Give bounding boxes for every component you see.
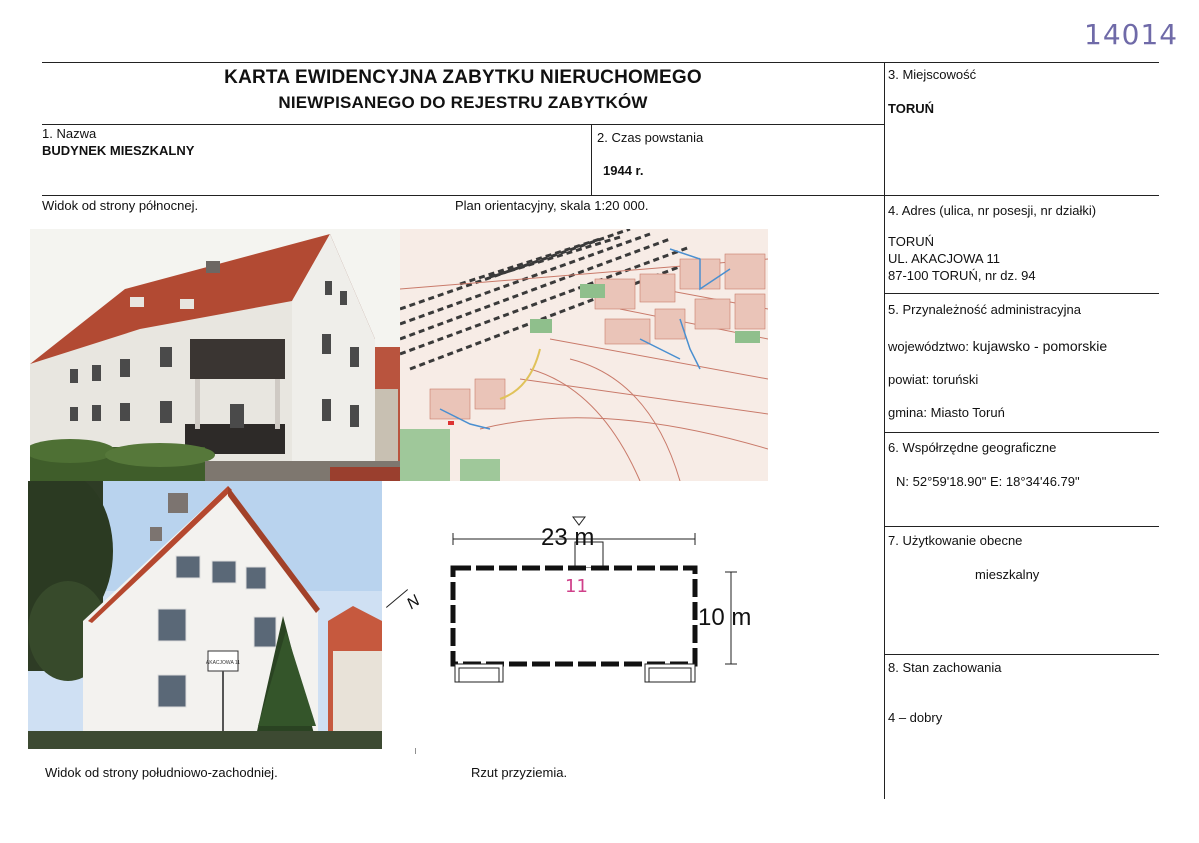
orientation-map [400, 229, 768, 481]
photo-southwest-view [28, 481, 382, 749]
construction-time-value: 1944 r. [603, 163, 644, 178]
north-arrow-label: N [403, 592, 424, 613]
street-sign-text: AKACJOWA 11 [205, 660, 241, 666]
caption-orientation-plan: Plan orientacyjny, skala 1:20 000. [455, 198, 649, 213]
coordinates-label: 6. Współrzędne geograficzne [888, 440, 1057, 455]
divider-6-7 [884, 526, 1159, 527]
address-line2: UL. AKACJOWA 11 [888, 251, 1000, 266]
title-bottom-border [42, 124, 884, 125]
plan-width-label: 23 m [541, 524, 595, 551]
address-line1: TORUŃ [888, 234, 934, 249]
top-border [42, 62, 1159, 63]
locality-label: 3. Miejscowość [888, 67, 977, 82]
name-time-divider [591, 124, 592, 195]
name-value: BUDYNEK MIESZKALNY [42, 143, 195, 158]
handwritten-number: 14014 [1084, 18, 1179, 51]
caption-ground-floor-plan: Rzut przyziemia. [471, 765, 568, 780]
voivodeship-value: kujawsko - pomorskie [972, 338, 1108, 354]
divider-5-6 [884, 432, 1159, 433]
name-row-bottom-border [42, 195, 1159, 196]
construction-time-label: 2. Czas powstania [597, 130, 704, 145]
condition-label: 8. Stan zachowania [888, 660, 1002, 675]
plan-building-number: 11 [565, 576, 588, 597]
right-column-border [884, 62, 885, 799]
divider-4-5 [884, 293, 1159, 294]
card-title-line1: KARTA EWIDENCYJNA ZABYTKU NIERUCHOMEGO [224, 67, 702, 88]
divider-7-8 [884, 654, 1159, 655]
address-line3: 87-100 TORUŃ, nr dz. 94 [888, 268, 1036, 283]
voivodeship-label: województwo: [888, 339, 969, 354]
caption-north-view: Widok od strony północnej. [42, 198, 199, 213]
name-label: 1. Nazwa [42, 126, 97, 141]
current-use-value: mieszkalny [975, 567, 1040, 582]
photo-north-view [30, 229, 400, 481]
county-line: powiat: toruński [888, 372, 979, 387]
address-label: 4. Adres (ulica, nr posesji, nr działki) [888, 203, 1097, 218]
condition-value: 4 – dobry [888, 710, 943, 725]
municipality-line: gmina: Miasto Toruń [888, 405, 1005, 420]
caption-southwest-view: Widok od strony południowo-zachodniej. [45, 765, 278, 780]
coordinates-value: N: 52°59'18.90" E: 18°34'46.79" [896, 474, 1080, 489]
administrative-label: 5. Przynależność administracyjna [888, 302, 1081, 317]
plan-height-label: 10 m [698, 604, 752, 631]
locality-value: TORUŃ [888, 101, 934, 116]
card-title-line2: NIEWPISANEGO DO REJESTRU ZABYTKÓW [278, 93, 648, 112]
voivodeship-line [888, 338, 1107, 354]
current-use-label: 7. Użytkowanie obecne [888, 533, 1023, 548]
